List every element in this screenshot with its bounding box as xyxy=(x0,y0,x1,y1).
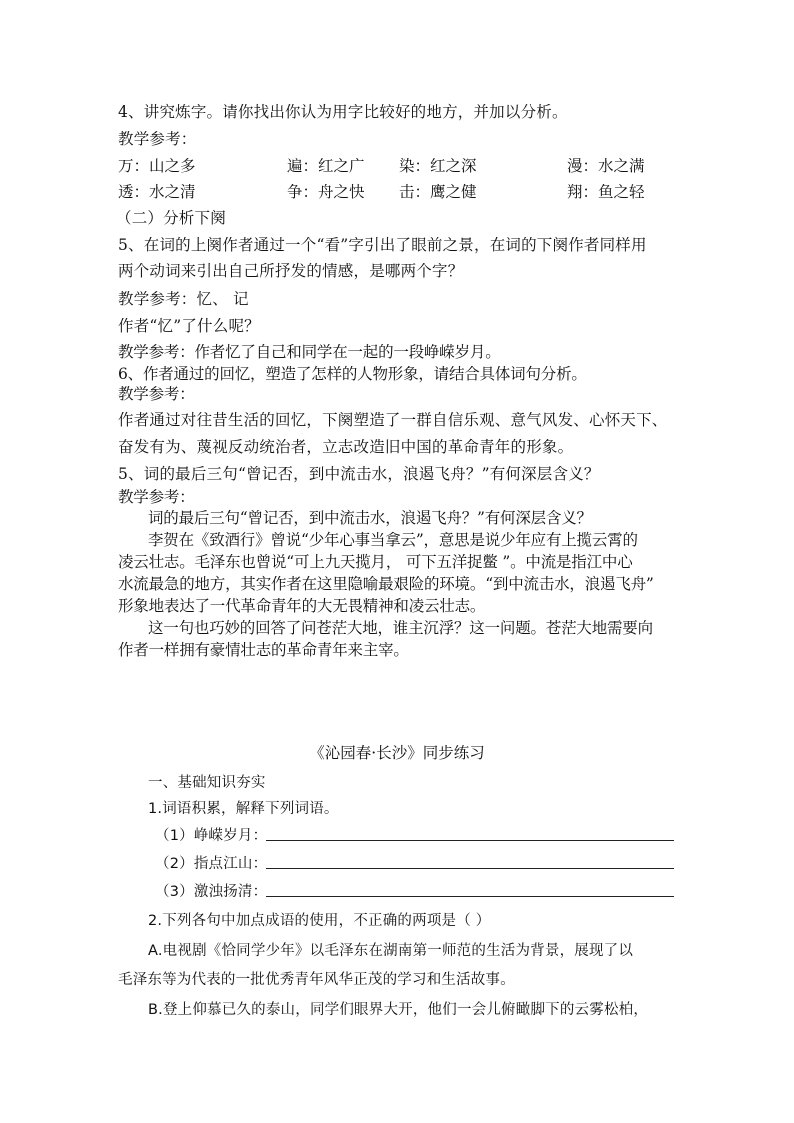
q6-ref-label: 教学参考： xyxy=(118,385,195,403)
table-cell: 遍：红之广 xyxy=(287,157,365,175)
table-cell: 争：舟之快 xyxy=(287,183,365,201)
answer-blank[interactable] xyxy=(266,868,674,869)
vocab-item: （2）指点江山： xyxy=(155,856,268,872)
vocab-item: （1）峥嵘岁月： xyxy=(155,828,268,844)
option-b-line1: B.登上仰慕已久的泰山，同学们眼界大开，他们一会儿俯瞰脚下的云雾松柏， xyxy=(148,1002,649,1018)
table-cell: 透：水之清 xyxy=(118,183,196,201)
table-cell: 染：红之深 xyxy=(399,157,477,175)
q5-sub-reference: 教学参考：作者忆了自己和同学在一起的一段峥嵘岁月。 xyxy=(118,343,501,361)
answer-line: 水流最急的地方，其实作者在这里隐喻最艰险的环境。“到中流击水，浪遏飞舟” xyxy=(118,575,654,593)
option-a-line1: A.电视剧《恰同学少年》以毛泽东在湖南第一师范的生活为背景，展现了以 xyxy=(148,943,634,959)
table-cell: 漫：水之满 xyxy=(567,157,645,175)
vocab-item: （3）激浊扬清： xyxy=(155,884,268,900)
section-heading: 一、基础知识夯实 xyxy=(148,775,266,791)
q7-ref-label: 教学参考： xyxy=(118,488,195,506)
option-a-line2: 毛泽东等为代表的一批优秀青年风华正茂的学习和生活故事。 xyxy=(118,972,515,988)
answer-line: 李贺在《致酒行》曾说“少年心事当拿云”，意思是说少年应有上揽云霄的 xyxy=(148,531,638,549)
question-1: 1.词语积累，解释下列词语。 xyxy=(148,801,339,817)
question-4: 4、讲究炼字。请你找出你认为用字比较好的地方，并加以分析。 xyxy=(118,103,568,121)
q6-answer-line1: 作者通过对往昔生活的回忆，下阕塑造了一群自信乐观、意气风发、心怀天下、 xyxy=(118,411,668,429)
question-5-line1: 5、在词的上阕作者通过一个“看”字引出了眼前之景，在词的下阕作者同样用 xyxy=(118,236,647,254)
answer-blank[interactable] xyxy=(266,896,674,897)
q5-reference: 教学参考：忆、 记 xyxy=(118,290,249,308)
answer-line: 形象地表达了一代革命青年的大无畏精神和凌云壮志。 xyxy=(118,597,486,615)
answer-line: 词的最后三句“曾记否，到中流击水，浪遏飞舟？”有何深层含义？ xyxy=(148,509,592,527)
answer-blank[interactable] xyxy=(266,840,674,841)
question-6: 6、作者通过的回忆，塑造了怎样的人物形象，请结合具体词句分析。 xyxy=(118,365,587,383)
table-cell: 击：鹰之健 xyxy=(399,183,477,201)
answer-line: 这一句也巧妙的回答了问苍茫大地，谁主沉浮？这一问题。苍茫大地需要向 xyxy=(148,619,653,637)
ref-label: 教学参考： xyxy=(118,130,197,148)
question-5-line2: 两个动词来引出自己所抒发的情感，是哪两个字？ xyxy=(118,262,464,280)
q5-subquestion: 作者“忆”了什么呢？ xyxy=(118,317,260,335)
table-cell: 翔：鱼之轻 xyxy=(567,183,645,201)
question-7: 5、词的最后三句“曾记否，到中流击水，浪遏飞舟？”有何深层含义？ xyxy=(118,465,600,483)
answer-line: 凌云壮志。毛泽东也曾说“可上九天揽月， 可下五洋捉鳖 ”。中流是指江中心 xyxy=(118,553,633,571)
q6-answer-line2: 奋发有为、蔑视反动统治者，立志改造旧中国的革命青年的形象。 xyxy=(118,438,574,456)
section-heading: （二）分析下阕 xyxy=(116,209,226,227)
question-2: 2.下列各句中加点成语的使用，不正确的两项是（ ） xyxy=(148,913,491,929)
table-cell: 万：山之多 xyxy=(118,157,196,175)
answer-line: 作者一样拥有豪情壮志的革命青年来主宰。 xyxy=(118,641,409,659)
exercise-title: 《沁园春·长沙》同步练习 xyxy=(309,744,485,762)
